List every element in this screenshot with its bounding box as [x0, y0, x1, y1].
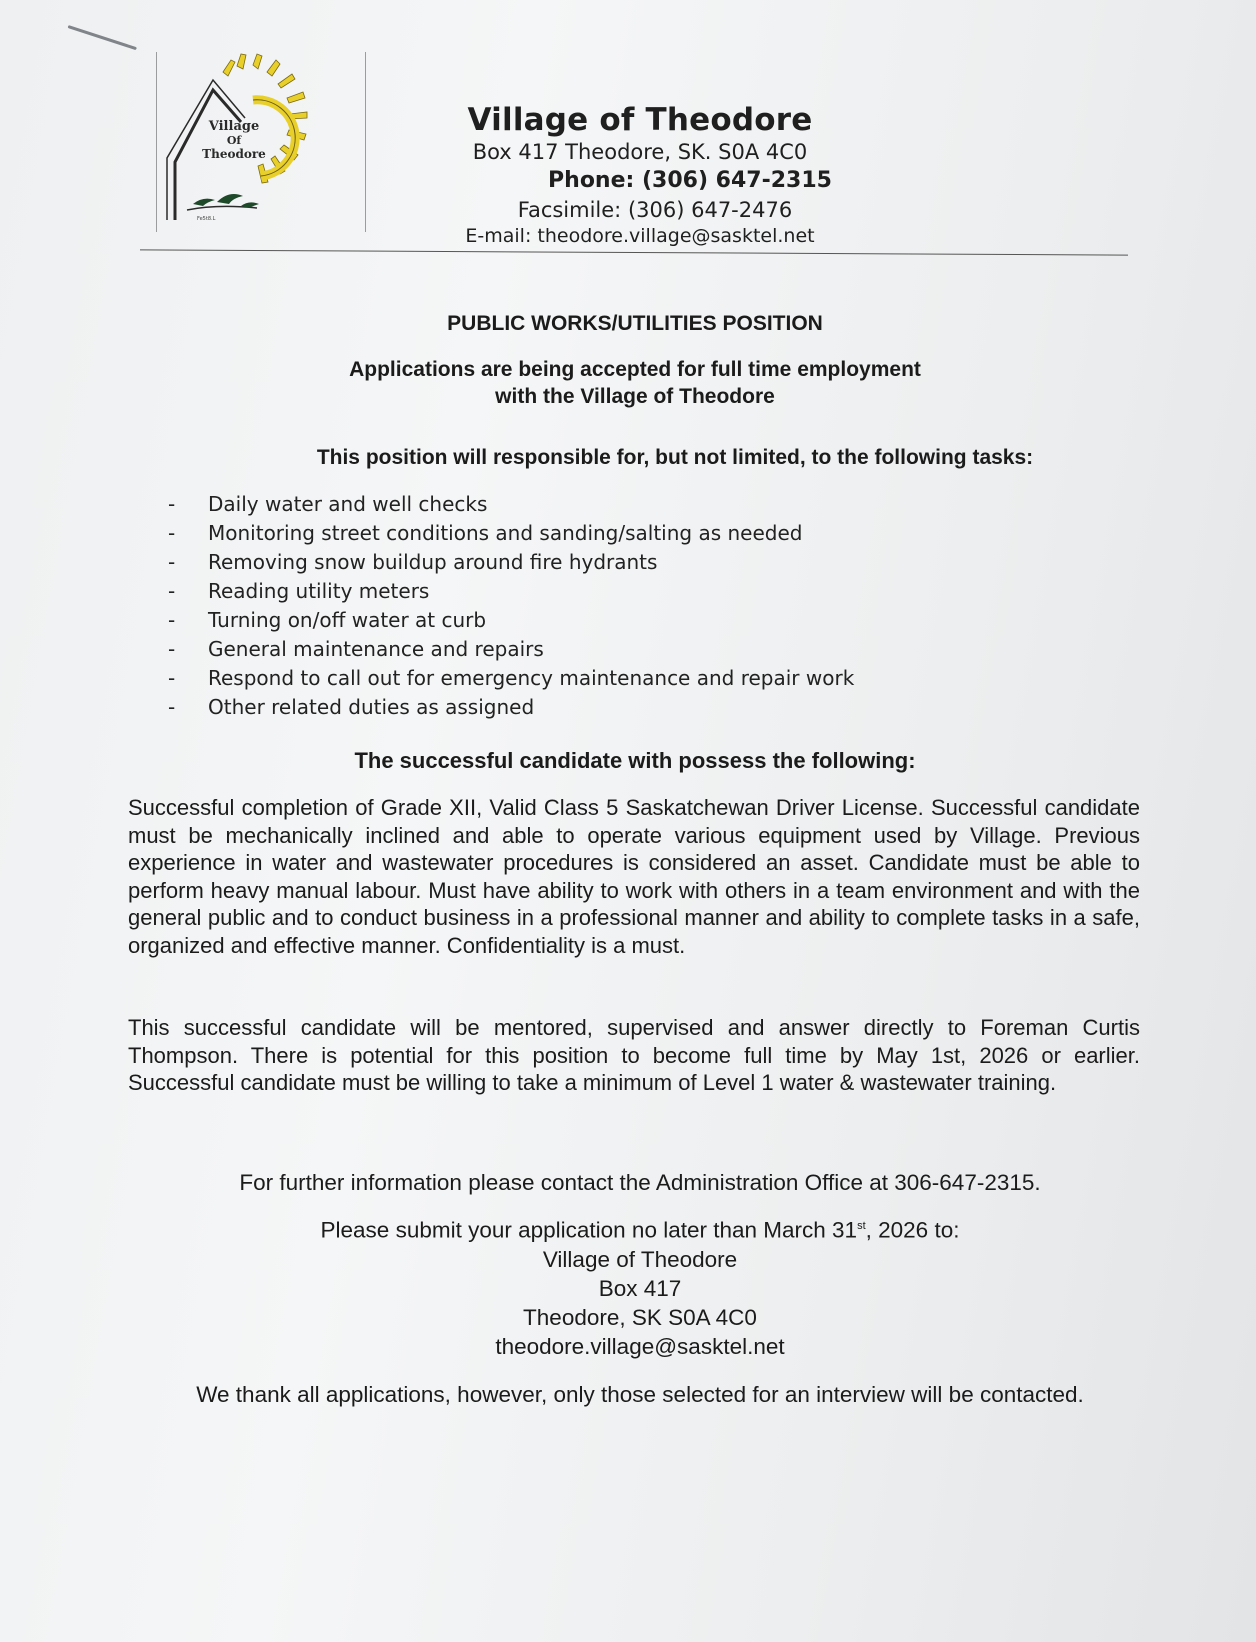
email-label: E-mail:	[465, 225, 532, 248]
list-item: - Daily water and well checks	[168, 490, 854, 519]
tasks-heading: This position will responsible for, but not limited, to the following tasks:	[316, 446, 1034, 469]
pen-mark	[68, 25, 137, 50]
submission-block	[150, 1212, 1130, 1361]
org-fax	[470, 196, 840, 224]
village-logo	[156, 52, 366, 232]
intro-line-2: with the Village of Theodore	[495, 385, 775, 408]
org-phone	[540, 166, 840, 196]
email-address: theodore.village@sasktel.net	[537, 225, 815, 248]
mentor-paragraph: This successful candidate will be mentored, supervised and answer directly to Foreman Curtis Thompson. There is potential for this position to become full time by May 1st, 2026 or earlier. Successful candidate must be willing to take a minimum of Level 1 water & wastewater training.	[128, 1015, 1140, 1095]
submit-prefix: Please submit your application no later than March 31	[320, 1217, 858, 1243]
org-address: Box 417 Theodore, SK. S0A 4C0	[472, 140, 808, 164]
posting-intro	[140, 356, 1130, 410]
logo-text-of: Of	[226, 133, 242, 147]
contact-line: For further information please contact the Administration Office at 306-647-2315.	[239, 1170, 1041, 1195]
intro-line-1: Applications are being accepted for full time employment	[349, 358, 921, 381]
logo-text-village: Village	[208, 119, 260, 134]
task-text: Respond to call out for emergency maintenance and repair work	[208, 666, 855, 690]
header-divider	[140, 249, 1128, 255]
list-item: - Reading utility meters	[168, 577, 854, 606]
fax-number: (306) 647-2476	[627, 198, 793, 223]
phone-label: Phone:	[548, 168, 635, 194]
logo-tiny-text: Fe5t8.L	[197, 216, 216, 222]
qualifications-paragraph: Successful completion of Grade XII, Valid Class 5 Saskatchewan Driver License. Successful candidate must be mechanically inclined and able to operate various equipment used by Village. Previous experience in water and wastewater procedures is considered an asset. Candidate must be able to perform heavy manual labour. Must have ability to work with others in a team environment and with the general public and to conduct business in a professional manner and ability to complete tasks in a safe, organized and effective manner. Confidentiality is a must.	[128, 795, 1140, 958]
task-text: Turning on/off water at curb	[208, 608, 487, 632]
submit-suffix: , 2026 to:	[865, 1217, 960, 1243]
logo-text-theodore: Theodore	[202, 146, 266, 161]
phone-number: (306) 647-2315	[641, 168, 832, 194]
task-text: Other related duties as assigned	[208, 695, 535, 719]
list-item: - Other related duties as assigned	[168, 693, 854, 722]
list-item: - Removing snow buildup around fire hydrants	[168, 548, 854, 577]
posting-title: PUBLIC WORKS/UTILITIES POSITION	[447, 312, 823, 335]
letterhead	[440, 102, 840, 250]
task-text: Monitoring street conditions and sanding/salting as needed	[208, 521, 803, 545]
list-item: - Monitoring street conditions and sanding/salting as needed	[168, 519, 854, 548]
submit-address-line: Theodore, SK S0A 4C0	[523, 1304, 757, 1330]
task-text: Reading utility meters	[208, 579, 430, 603]
submit-ordinal: st	[857, 1220, 866, 1232]
qualifications-heading: The successful candidate with possess the following:	[354, 748, 916, 773]
submit-address-line: Village of Theodore	[542, 1246, 738, 1272]
task-text: Removing snow buildup around fire hydrants	[208, 550, 658, 574]
task-text: General maintenance and repairs	[208, 637, 544, 661]
list-item: - Respond to call out for emergency maintenance and repair work	[168, 664, 854, 693]
org-email	[440, 224, 840, 250]
fax-label: Facsimile:	[517, 198, 622, 223]
list-item: - Turning on/off water at curb	[168, 606, 854, 635]
task-list	[168, 490, 854, 722]
submit-deadline	[150, 1212, 1130, 1245]
submit-address-line: Box 417	[598, 1275, 682, 1301]
list-item: - General maintenance and repairs	[168, 635, 854, 664]
submit-email: theodore.village@sasktel.net	[495, 1333, 785, 1359]
closing-line: We thank all applications, however, only those selected for an interview will be contacted.	[196, 1382, 1084, 1407]
task-text: Daily water and well checks	[208, 492, 488, 516]
org-name: Village of Theodore	[467, 102, 813, 138]
